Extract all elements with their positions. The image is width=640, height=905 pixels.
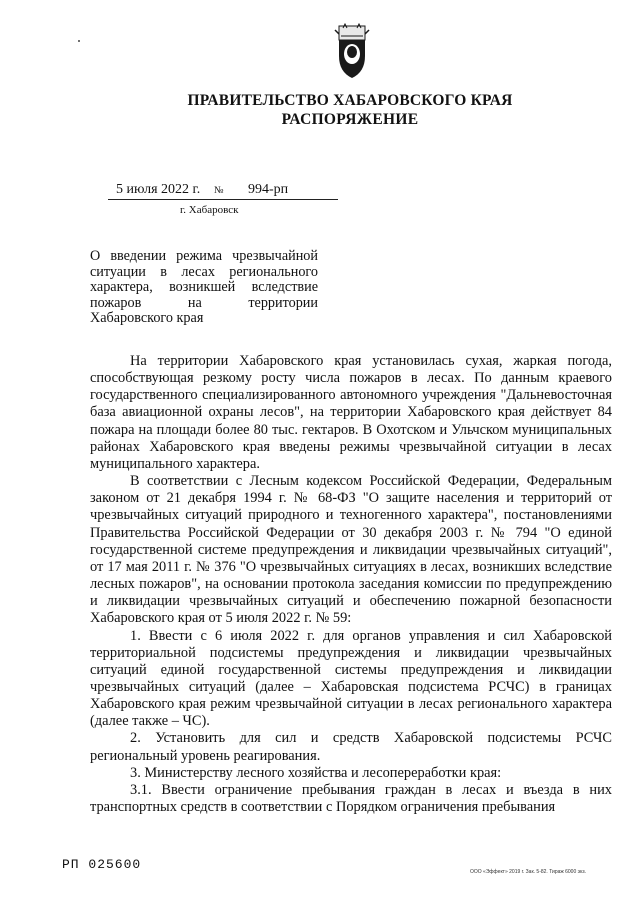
date-number-line: [108, 182, 338, 200]
subject-line: Хабаровского края: [90, 310, 204, 326]
paragraph-item-1: 1. Ввести с 6 июля 2022 г. для органов управления и сил Хабаровской территориальной подсистемы предупреждения и ликвидации чрезвычайных ситуаций единой государственной системы предупреждения и ликвидации чрезвычайных ситуаций (далее – Хабаровская подсистема РСЧС) в границах Хабаровского края режим чрезвычайной ситуации в лесах регионального характера (далее также – ЧС).: [90, 627, 612, 730]
city: г. Хабаровск: [180, 204, 239, 216]
scan-speck: [78, 40, 80, 42]
form-code: РП 025600: [62, 857, 142, 872]
government-title: ПРАВИТЕЛЬСТВО ХАБАРОВСКОГО КРАЯ: [187, 92, 513, 109]
subject-line: О введении режима чрезвычайной: [90, 248, 318, 264]
paragraph-legal-basis: В соответствии с Лесным кодексом Российской Федерации, Федеральным законом от 21 декабря 1994 г. № 68-ФЗ "О защите населения и территорий от чрезвычайных ситуаций природного и техногенного характера", постановлениями Правительства Российской Федерации от 30 декабря 2003 г. № 794 "О единой государственной системе предупреждения и ликвидации чрезвычайных ситуаций", от 17 мая 2011 г. № 376 "О чрезвычайных ситуациях в лесах, возникших вследствие лесных пожаров", на основании протокола заседания комиссии по предупреждению и ликвидации чрезвычайных ситуаций и обеспечению пожарной безопасности Хабаровского края от 5 июля 2022 г. № 59:: [90, 473, 612, 627]
document-type: РАСПОРЯЖЕНИЕ: [281, 111, 419, 128]
paragraph-item-3-1: 3.1. Ввести ограничение пребывания граждан в лесах и въезда в них транспортных средств в соответствии с Порядком ограничения пребывания: [90, 781, 612, 816]
coat-of-arms-icon: [331, 22, 373, 80]
paragraph-intro: На территории Хабаровского края установилась сухая, жаркая погода, способствующая резкому росту числа пожаров в лесах. По данным краевого государственного специализированного автономного учреждения "Дальневосточная база авиационной охраны лесов", на территории Хабаровского края действует 84 пожара на площади более 80 тыс. гектаров. В Охотском и Ульчском муниципальных районах Хабаровского края введены режимы чрезвычайной ситуации в лесах муниципального характера.: [90, 353, 612, 472]
document-number: 994-рп: [248, 182, 289, 197]
subject-line: ситуации в лесах регионального: [90, 263, 318, 280]
subject-line: характера, возникшей вследствие: [90, 279, 318, 295]
paragraph-item-2: 2. Установить для сил и средств Хабаровской подсистемы РСЧС региональный уровень реагирования.: [90, 730, 612, 764]
document-body: [90, 353, 612, 816]
document-subject: [90, 249, 318, 327]
printer-imprint: ООО «Эффект» 2019 г. Зак. 5-82. Тираж 6000 экз.: [470, 869, 587, 875]
number-sign: №: [214, 185, 224, 196]
subject-line: пожаров на территории: [90, 294, 318, 311]
paragraph-item-3: 3. Министерству лесного хозяйства и лесопереработки края:: [130, 764, 502, 781]
document-date: 5 июля 2022 г.: [116, 182, 201, 197]
